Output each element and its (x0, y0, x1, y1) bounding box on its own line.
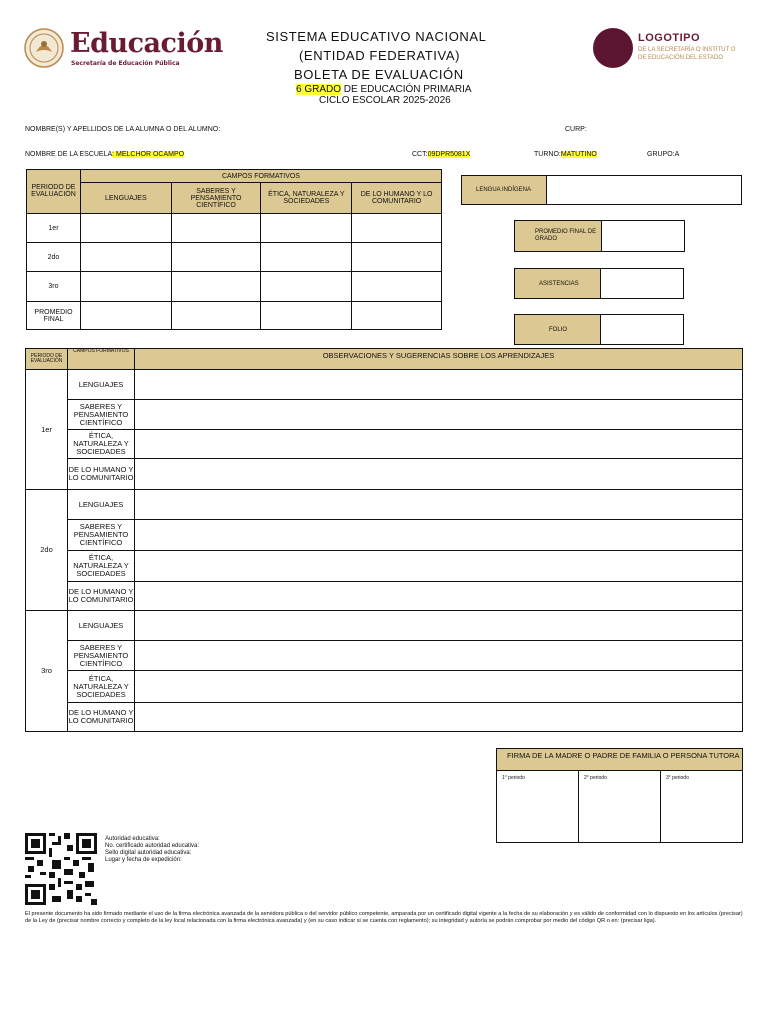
lengua-value[interactable] (547, 176, 741, 204)
grade-line (296, 84, 472, 95)
grade-cell[interactable] (171, 302, 261, 330)
observation-cell[interactable] (135, 370, 743, 400)
field-label: DE LO HUMANO Y LO COMUNITARIO (68, 703, 135, 732)
authority-line-3: Sello digital autoridad educativa: (105, 850, 192, 856)
curp-label: CURP: (565, 126, 587, 133)
field-label: ÉTICA, NATURALEZA Y SOCIEDADES (68, 551, 135, 582)
promedio-box (514, 220, 685, 252)
authority-info (105, 836, 199, 864)
grade-cell[interactable] (80, 272, 171, 302)
observation-cell[interactable] (135, 582, 743, 611)
field-label: LENGUAJES (68, 370, 135, 400)
title-line-2: (ENTIDAD FEDERATIVA) (299, 48, 461, 63)
field-label: LENGUAJES (68, 611, 135, 641)
state-logo-icon (593, 28, 633, 68)
school-field (25, 151, 184, 158)
field-label: SABERES Y PENSAMIENTO CIENTÍFICO (68, 400, 135, 430)
authority-line-1: Autoridad educativa: (105, 836, 160, 842)
authority-line-2: No. certificado autoridad educativa: (105, 843, 200, 849)
grupo-field: GRUPO:A (647, 151, 680, 158)
signature-period-3[interactable]: 3° periodo (666, 775, 689, 781)
authority-line-4: Lugar y fecha de expedición: (105, 857, 182, 863)
turno-value: MATUTINO (560, 151, 597, 158)
period-label: 3ro (26, 611, 68, 732)
logo-title: LOGOTIPO (638, 32, 701, 44)
period-label: 1er (26, 370, 68, 490)
title-line-1: SISTEMA EDUCATIVO NACIONAL (266, 29, 487, 44)
signature-period-2[interactable]: 2° periodo (579, 771, 661, 842)
school-cycle: CICLO ESCOLAR 2025-2026 (319, 95, 451, 106)
obs-header: OBSERVACIONES Y SUGERENCIAS SOBRE LOS APRENDIZAJES (135, 349, 743, 370)
row-label: 3ro (27, 272, 81, 302)
observation-cell[interactable] (135, 490, 743, 520)
grade-cell[interactable] (171, 214, 261, 243)
asistencias-box (514, 268, 684, 299)
cct-label: CCT: (412, 151, 428, 158)
asistencias-label: ASISTENCIAS (515, 269, 601, 298)
campos-header: CAMPOS FORMATIVOS (80, 170, 441, 183)
grade-cell[interactable] (352, 243, 442, 272)
promedio-label: PROMEDIO FINAL DE GRADO (515, 221, 602, 251)
observation-cell[interactable] (135, 459, 743, 490)
lengua-indigena-box (461, 175, 742, 205)
turno-label: TURNO: (534, 151, 561, 158)
qr-code-icon (25, 833, 97, 905)
period-label: 2do (26, 490, 68, 611)
grade-cell[interactable] (80, 302, 171, 330)
signature-period-1[interactable]: 1° periodo (497, 771, 579, 842)
col-saberes: SABERES Y PENSAMIENTO CIENTÍFICO (171, 183, 261, 214)
field-label: ÉTICA, NATURALEZA Y SOCIEDADES (68, 671, 135, 703)
logo-desc-line-2: DE EDUCACIÓN DEL ESTADO (638, 55, 724, 61)
title-line-3: BOLETA DE EVALUACIÓN (294, 67, 464, 82)
cct-value: 09DPR5081X (427, 151, 471, 158)
school-value: : MELCHOR OCAMPO (112, 151, 185, 158)
field-label: SABERES Y PENSAMIENTO CIENTÍFICO (68, 520, 135, 551)
row-label: 2do (27, 243, 81, 272)
col-lenguajes: LENGUAJES (80, 183, 171, 214)
observation-cell[interactable] (135, 520, 743, 551)
folio-box (514, 314, 684, 345)
student-name-label: NOMBRE(S) Y APELLIDOS DE LA ALUMNA O DEL ALUMNO: (25, 126, 221, 133)
grade-cell[interactable] (352, 302, 442, 330)
mexico-seal-icon (24, 28, 64, 68)
obs-periodo-header: PERIODO DE EVALUACIÓN (26, 349, 68, 370)
brand-word: Educación (70, 28, 223, 59)
observation-cell[interactable] (135, 611, 743, 641)
grade-cell[interactable] (261, 272, 352, 302)
field-label: SABERES Y PENSAMIENTO CIENTÍFICO (68, 641, 135, 671)
field-label: DE LO HUMANO Y LO COMUNITARIO (68, 459, 135, 490)
legal-notice: El presente documento ha sido firmado mediante el uso de la firma electrónica avanzada de la servidora pública o del servidor público competente, amparada por un certificado digital vigente a la fecha de su elaboración y es válido de conformidad con lo dispuesto en los artículos (precisar) de la Ley de (precisar nombre correcto y completo de la ley local relacionada con la firma electrónica avanzada) y (en su caso indicar si se cuenta con reglamento); su integridad y autoría se podrán comprobar por medio del código QR o en: (precisar liga). (25, 911, 743, 924)
turno-field (534, 151, 597, 158)
field-label: LENGUAJES (68, 490, 135, 520)
grade-cell[interactable] (261, 302, 352, 330)
row-label: 1er (27, 214, 81, 243)
grade-rest: DE EDUCACIÓN PRIMARIA (341, 84, 472, 95)
grades-table (26, 169, 442, 330)
folio-label: FOLIO (515, 315, 601, 344)
grade-cell[interactable] (171, 272, 261, 302)
logo-desc-line-1: DE LA SECRETARÍA O INSTITUT O (638, 47, 736, 53)
brand-subtitle: Secretaría de Educación Pública (71, 60, 180, 67)
lengua-label: LENGUA INDÍGENA (462, 176, 547, 204)
cct-field (412, 151, 470, 158)
observation-cell[interactable] (135, 400, 743, 430)
grade-cell[interactable] (261, 214, 352, 243)
grade-cell[interactable] (352, 214, 442, 243)
periodo-header: PERIODO DE EVALUACIÓN (27, 170, 81, 214)
grade-cell[interactable] (80, 243, 171, 272)
grade-cell[interactable] (171, 243, 261, 272)
school-label: NOMBRE DE LA ESCUELA (25, 151, 113, 158)
grade-cell[interactable] (261, 243, 352, 272)
field-label: ÉTICA, NATURALEZA Y SOCIEDADES (68, 430, 135, 459)
folio-value[interactable] (601, 315, 683, 344)
observations-table (25, 348, 743, 732)
grade-highlight: 6 GRADO (296, 84, 342, 95)
observation-cell[interactable] (135, 430, 743, 459)
col-etica: ÉTICA, NATURALEZA Y SOCIEDADES (261, 183, 352, 214)
logo-description (638, 46, 735, 62)
observation-cell[interactable] (135, 703, 743, 732)
signature-box (496, 748, 743, 843)
obs-campos-header: CAMPOS FORMATIVOS (68, 349, 135, 370)
asistencias-value[interactable] (601, 269, 683, 298)
row-label: PROMEDIO FINAL (27, 302, 81, 330)
observation-cell[interactable] (135, 641, 743, 671)
grade-cell[interactable] (352, 272, 442, 302)
col-humano: DE LO HUMANO Y LO COMUNITARIO (352, 183, 442, 214)
signature-title: FIRMA DE LA MADRE O PADRE DE FAMILIA O PERSONA TUTORA (497, 749, 742, 771)
field-label: DE LO HUMANO Y LO COMUNITARIO (68, 582, 135, 611)
observation-cell[interactable] (135, 671, 743, 703)
observation-cell[interactable] (135, 551, 743, 582)
grade-cell[interactable] (80, 214, 171, 243)
promedio-value[interactable] (602, 221, 684, 251)
